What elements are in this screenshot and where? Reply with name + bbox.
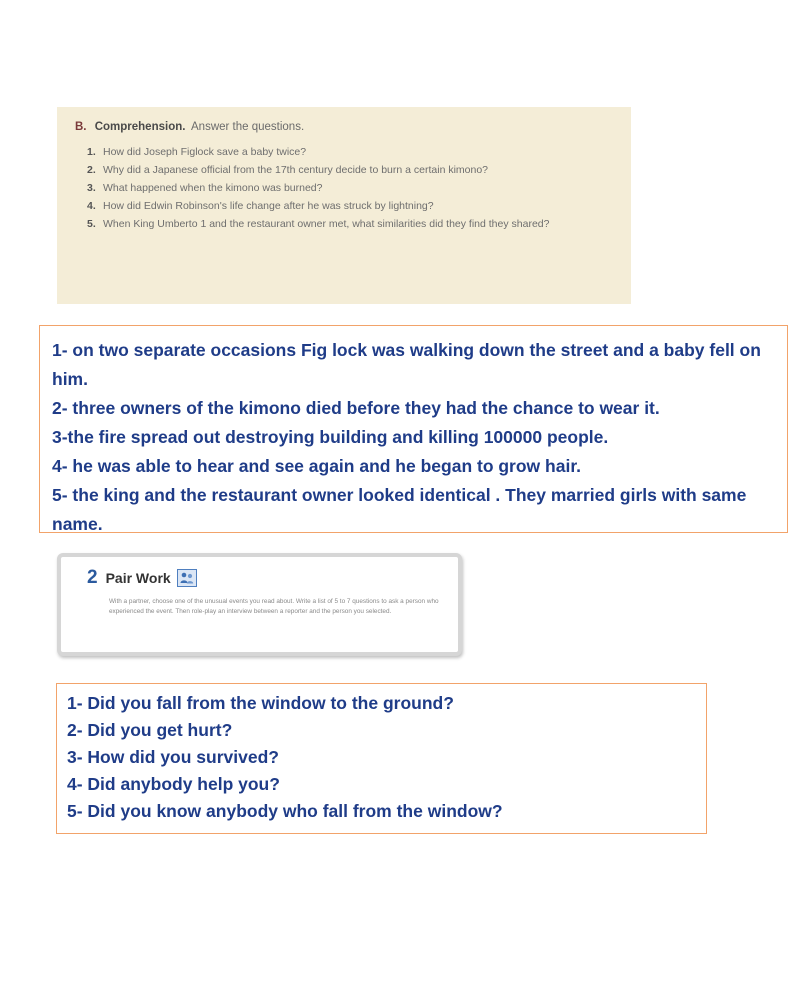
question-number: 4. [87, 200, 96, 212]
section-letter: B. [75, 121, 87, 133]
section-instruction: Answer the questions. [191, 121, 305, 133]
question-text: Why did a Japanese official from the 17th century decide to burn a certain kimono? [103, 164, 489, 176]
comprehension-heading [75, 121, 611, 133]
pair-people-icon [177, 569, 197, 587]
question-line: 2- Did you get hurt? [67, 720, 233, 740]
question-text: How did Edwin Robinson's life change after he was struck by lightning? [103, 200, 434, 212]
answer-line: 1- on two separate occasions Fig lock was walking down the street and a baby fell on him. [52, 340, 761, 389]
comprehension-answers-box [39, 325, 788, 533]
pair-work-number: 2 [87, 567, 98, 588]
question-text: What happened when the kimono was burned? [103, 182, 323, 194]
question-number: 2. [87, 164, 96, 176]
question-item [87, 179, 611, 197]
question-item [87, 143, 611, 161]
answer-line: 5- the king and the restaurant owner looked identical . They married girls with same name. [52, 485, 747, 534]
question-item [87, 215, 611, 233]
question-item [87, 197, 611, 215]
pair-work-heading [87, 567, 446, 589]
question-list [75, 143, 611, 233]
question-number: 3. [87, 182, 96, 194]
pair-work-instructions: With a partner, choose one of the unusual events you read about. Write a list of 5 to 7 questions to ask a person who experienced the event. Then role-play an interview between a reporter and the person you selected. [109, 598, 439, 615]
question-number: 5. [87, 218, 96, 230]
answer-line: 3-the fire spread out destroying building and killing 100000 people. [52, 427, 609, 447]
section-title: Comprehension. [94, 121, 186, 133]
pair-work-panel [57, 553, 462, 656]
pair-work-title: Pair Work [105, 570, 171, 586]
question-line: 3- How did you survived? [67, 747, 279, 767]
question-item [87, 161, 611, 179]
question-line: 1- Did you fall from the window to the ground? [67, 693, 454, 713]
question-number: 1. [87, 146, 96, 158]
answer-line: 4- he was able to hear and see again and he began to grow hair. [52, 456, 582, 476]
question-text: When King Umberto 1 and the restaurant owner met, what similarities did they find they shared? [103, 218, 550, 230]
question-text: How did Joseph Figlock save a baby twice? [103, 146, 307, 158]
question-line: 5- Did you know anybody who fall from the window? [67, 801, 503, 821]
answer-line: 2- three owners of the kimono died before they had the chance to wear it. [52, 398, 660, 418]
comprehension-panel [57, 107, 631, 304]
interview-questions-box [56, 683, 707, 834]
question-line: 4- Did anybody help you? [67, 774, 280, 794]
